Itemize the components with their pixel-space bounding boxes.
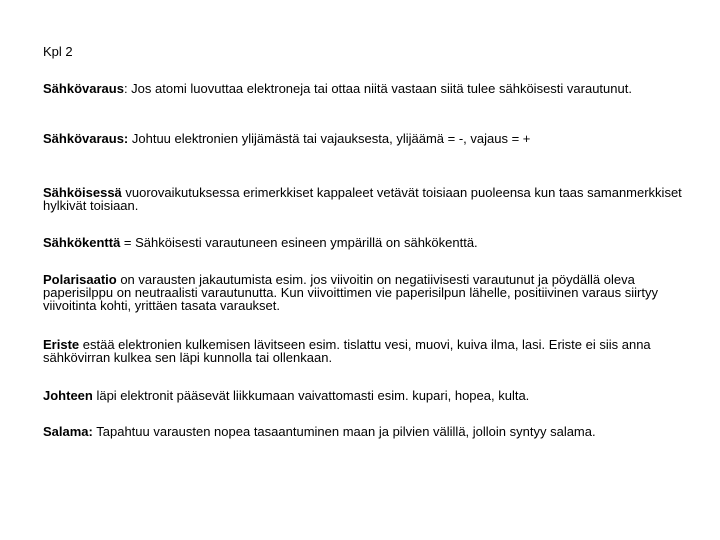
slide-heading: Kpl 2 [43, 44, 73, 59]
paragraph-polarisaatio [43, 273, 683, 312]
definition: estää elektronien kulkemisen lävitseen esim. tislattu vesi, muovi, kuiva ilma, lasi. Eriste ei siis anna sähkövirran kulkea sen läpi kunnolla tai ollenkaan. [43, 337, 651, 365]
term: Sähköisessä [43, 185, 122, 200]
paragraph-salama [43, 425, 683, 438]
paragraph-sahkovaraus-2 [43, 132, 683, 145]
definition: = Sähköisesti varautuneen esineen ympärillä on sähkökenttä. [120, 235, 478, 250]
definition: läpi elektronit pääsevät liikkumaan vaivattomasti esim. kupari, hopea, kulta. [92, 388, 530, 403]
term: Sähkökenttä [43, 235, 121, 250]
term: Polarisaatio [43, 272, 117, 287]
term: Johteen [43, 388, 93, 403]
paragraph-sahkokentta [43, 236, 683, 249]
definition: Johtuu elektronien ylijämästä tai vajauksesta, ylijäämä = -, vajaus = + [128, 131, 531, 146]
term: Eriste [43, 337, 80, 352]
term: Sähkövaraus: [43, 131, 129, 146]
definition: vuorovaikutuksessa erimerkkiset kappaleet vetävät toisiaan puoleensa kun taas samanmerkkiset hylkivät toisiaan. [43, 185, 682, 213]
paragraph-sahkoisessa [43, 186, 683, 212]
term: Sähkövaraus [43, 81, 124, 96]
definition: : Jos atomi luovuttaa elektroneja tai ottaa niitä vastaan siitä tulee sähköisesti varautunut. [123, 81, 632, 96]
paragraph-sahkovaraus-1 [43, 82, 683, 95]
paragraph-eriste [43, 338, 683, 364]
definition: on varausten jakautumista esim. jos viivoitin on negatiivisesti varautunut ja pöydällä oleva paperisilppu on neutraalisti varautunutta. Kun viivoittimen vie paperisilpun lähelle, positiivinen varaus siirtyy viivoitinta kohti, yrittäen tasata varaukset. [43, 272, 658, 313]
definition: Tapahtuu varausten nopea tasaantuminen maan ja pilvien välillä, jolloin syntyy salama. [92, 424, 596, 439]
term: Salama: [43, 424, 93, 439]
paragraph-johteen [43, 389, 683, 402]
